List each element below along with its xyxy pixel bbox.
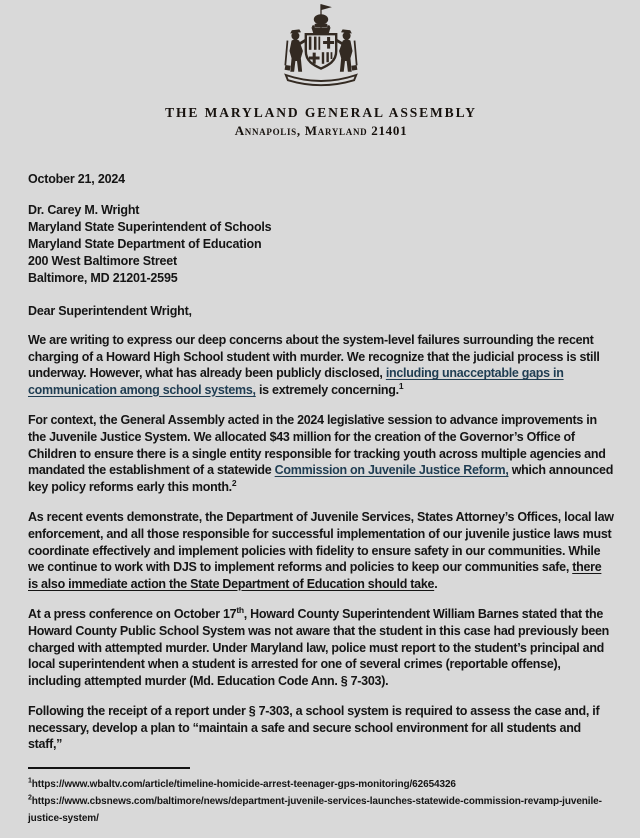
recipient-org: Maryland State Department of Education	[28, 237, 262, 251]
body-paragraph	[28, 606, 614, 689]
superscript: 1	[398, 380, 404, 391]
body-paragraph	[28, 412, 614, 495]
inline-link[interactable]: Commission on Juvenile Justice Reform,	[274, 463, 509, 478]
text-run: We are writing to express our deep concerns about the system-level failures surrounding the recent charging of a Howard High School student with murder. We recognize that the judicial process is still underway. However, what has already been publicly disclosed,	[28, 333, 600, 381]
footnote	[28, 793, 614, 827]
footnote-url: https://www.cbsnews.com/baltimore/news/department-juvenile-services-launches-statewide-commission-revamp-juvenile-justice-system/	[28, 796, 602, 825]
text-run: Following the receipt of a report under § 7-303, a school system is required to assess the case and, if necessary, develop a plan to “maintain a safe and secure school environment for all students and staff,”	[28, 704, 600, 752]
recipient-name: Dr. Carey M. Wright	[28, 203, 140, 217]
recipient-city: Baltimore, MD 21201-2595	[28, 271, 178, 285]
letter-date: October 21, 2024	[28, 172, 125, 186]
text-run: As recent events demonstrate, the Department of Juvenile Services, States Attorney’s Offices, local law enforcement, and all those responsible for successful implementation of our juvenile justice laws must coordinate effectively and implement policies with fidelity to ensure safety in our communities. While we continue to work with DJS to implement reforms and policies to keep our communities safe,	[28, 510, 614, 575]
seal-wrap	[28, 0, 614, 92]
footnote-url: https://www.wbaltv.com/article/timeline-homicide-arrest-teenager-gps-monitoring/62654326	[31, 779, 456, 791]
letterhead-subtitle: Annapolis, Maryland 21401	[234, 123, 408, 138]
letter-body	[28, 332, 614, 753]
footnote-separator	[28, 767, 190, 769]
recipient-street: 200 West Baltimore Street	[28, 254, 177, 268]
text-run: which announced key policy reforms early this month.	[28, 463, 614, 494]
footnote-marker: 1	[28, 777, 32, 785]
body-paragraph	[28, 332, 614, 398]
recipient-block	[28, 202, 614, 287]
body-paragraph	[28, 703, 614, 753]
body-paragraph	[28, 509, 614, 592]
recipient-role: Maryland State Superintendent of Schools	[28, 220, 272, 234]
superscript: 2	[231, 477, 237, 488]
superscript: th	[236, 605, 244, 616]
footnote	[28, 776, 614, 793]
emphasis-underline: there is also immediate action the State Department of Education should take	[28, 560, 602, 591]
salutation: Dear Superintendent Wright,	[28, 304, 192, 318]
footnote-marker: 2	[28, 794, 32, 802]
letterhead	[28, 0, 614, 139]
letterhead-title: THE MARYLAND GENERAL ASSEMBLY	[165, 105, 477, 120]
footnotes	[28, 776, 614, 827]
text-run: For context, the General Assembly acted in the 2024 legislative session to advance improvements in the Juvenile Justice System. We allocated $43 million for the creation of the Governor’s Office of Children to ensure there is a single entity responsible for tracking youth across multiple agencies and mandated the establishment of a statewide	[28, 413, 606, 478]
text-run: At a press conference on October 17	[28, 607, 237, 622]
text-run: .	[434, 576, 438, 591]
inline-link[interactable]: including unacceptable gaps in communication among school systems,	[28, 366, 564, 397]
maryland-coat-of-arms-icon	[273, 3, 369, 87]
text-run: , Howard County Superintendent William Barnes stated that the Howard County Public School System was not aware that the student in this case had previously been charged with attempted murder. Under Maryland law, police must report to the student’s principal and local superintendent when a student is arrested for one of several crimes (reportable offense), including attempted murder (Md. Education Code Ann. § 7-303).	[28, 607, 610, 688]
text-run: is extremely concerning.	[255, 382, 399, 397]
